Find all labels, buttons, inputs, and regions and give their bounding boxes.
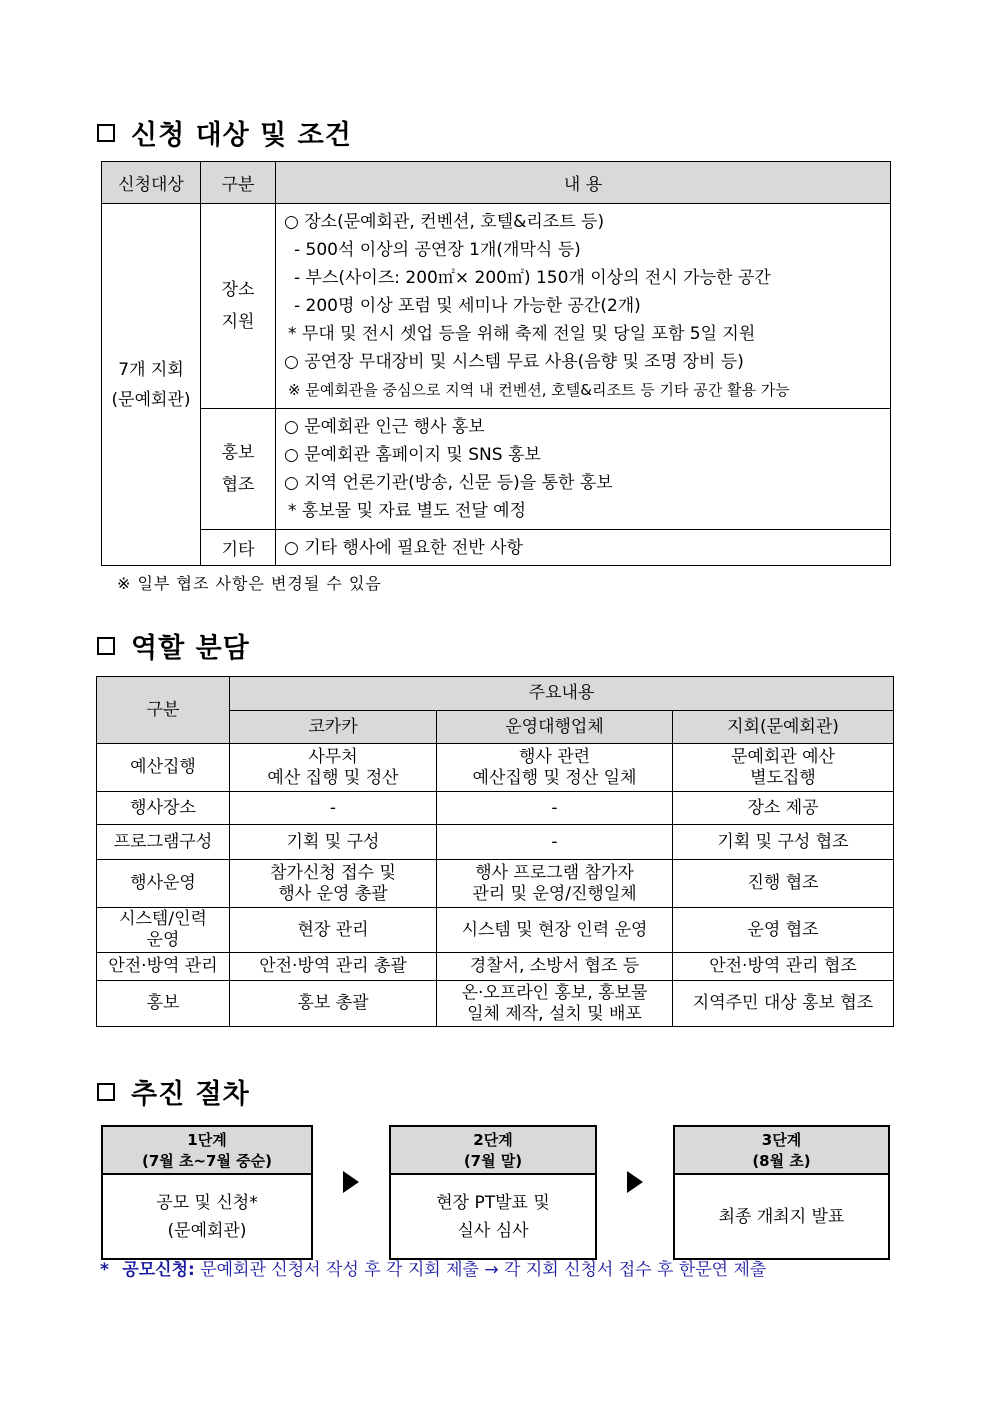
section-heading-roles: [97, 626, 250, 665]
section-title: 역할 분담: [131, 633, 250, 664]
table-row: [97, 744, 894, 792]
table-cell: 안전·방역 관리 총괄: [230, 953, 437, 981]
header-group: 구분: [97, 677, 230, 744]
table-cell: [230, 744, 437, 792]
row-label: 프로그램구성: [97, 825, 230, 860]
section-heading-procedure: [97, 1072, 250, 1111]
table-row: [97, 792, 894, 825]
step-header: [675, 1127, 888, 1175]
table-row: [97, 981, 894, 1027]
checkbox-square-icon: [97, 637, 115, 655]
table-cell: [437, 981, 673, 1027]
note-mark: *: [100, 1260, 109, 1280]
header-main: 주요내용: [230, 677, 894, 711]
step-body-line: 현장 PT발표 및: [436, 1192, 550, 1213]
target-line: 7개 지회: [118, 359, 184, 380]
header-target: 신청대상: [102, 162, 201, 204]
table-cell: [437, 860, 673, 908]
table-cell: -: [230, 792, 437, 825]
cell-line: 예산집행 및 정산 일체: [472, 767, 637, 788]
label-line: 운영: [146, 930, 180, 950]
cell-line: 예산 집행 및 정산: [267, 767, 399, 788]
cell-line: 참가신청 접수 및: [270, 862, 396, 883]
cell-line: 사무처: [308, 746, 358, 767]
category-line: 지원: [221, 312, 255, 332]
table-cell: 진행 협조: [673, 860, 894, 908]
step-period: (8월 초): [752, 1152, 811, 1170]
content-line: - 500석 이상의 공연장 1개(개막식 등): [294, 240, 581, 260]
arrow-right-icon: [343, 1171, 359, 1193]
step-box-2: [389, 1125, 597, 1260]
content-line: * 무대 및 전시 셋업 등을 위해 축제 전일 및 당일 포함 5일 지원: [288, 324, 756, 344]
content-line: ※ 문예회관을 중심으로 지역 내 컨벤션, 호텔&리조트 등 기타 공간 활용 가능: [288, 381, 790, 399]
table-cell: 안전·방역 관리 협조: [673, 953, 894, 981]
row-label: 홍보: [97, 981, 230, 1027]
content-line: ○ 문예회관 홈페이지 및 SNS 홍보: [284, 445, 541, 465]
cell-line: 관리 및 운영/진행일체: [472, 883, 637, 904]
section-title: 신청 대상 및 조건: [131, 120, 352, 151]
row-label: 안전·방역 관리: [97, 953, 230, 981]
step-stage: 2단계: [473, 1131, 513, 1149]
table-cell: [230, 860, 437, 908]
content-line: - 부스(사이즈: 200㎡× 200㎡) 150개 이상의 전시 가능한 공간: [294, 268, 771, 288]
table-cell: 경찰서, 소방서 협조 등: [437, 953, 673, 981]
content-line: * 홍보물 및 자료 별도 전달 예정: [288, 501, 526, 521]
checkbox-square-icon: [97, 124, 115, 142]
cell-line: 문예회관 예산: [731, 746, 835, 767]
table-cell: 시스템 및 현장 인력 운영: [437, 908, 673, 953]
category-line: 협조: [221, 475, 255, 495]
step-body: [103, 1175, 311, 1258]
cell-line: 행사 프로그램 참가자: [475, 862, 634, 883]
table-cell: 장소 제공: [673, 792, 894, 825]
table-cell: -: [437, 825, 673, 860]
category-cell: [201, 204, 276, 409]
cell-line: 행사 관련: [518, 746, 591, 767]
application-note: [100, 1255, 766, 1280]
content-line: - 200명 이상 포럼 및 세미나 가능한 공간(2개): [294, 296, 641, 316]
change-notice: ※ 일부 협조 사항은 변경될 수 있음: [117, 574, 382, 593]
content-cell: [276, 530, 891, 566]
step-period: (7월 말): [463, 1152, 523, 1170]
table-row: [97, 953, 894, 981]
table-cell: [673, 744, 894, 792]
content-cell: [276, 204, 891, 409]
target-line: (문예회관): [111, 389, 191, 410]
arrow-right-icon: [627, 1171, 643, 1193]
row-label: 행사장소: [97, 792, 230, 825]
note-label: 공모신청:: [122, 1260, 195, 1280]
table-cell: 기획 및 구성 협조: [673, 825, 894, 860]
table-cell: 지역주민 대상 홍보 협조: [673, 981, 894, 1027]
section-heading-application: [97, 113, 352, 152]
cell-line: 행사 운영 총괄: [278, 883, 388, 904]
content-line: ○ 기타 행사에 필요한 전반 사항: [284, 537, 523, 558]
table-cell: 기획 및 구성: [230, 825, 437, 860]
content-cell: [276, 409, 891, 530]
column-header: 코카카: [230, 711, 437, 744]
cell-line: 일체 제작, 설치 및 배포: [467, 1003, 642, 1024]
target-cell: [102, 204, 201, 566]
category-cell: [201, 409, 276, 530]
step-body-line: 공모 및 신청*: [156, 1192, 258, 1213]
content-line: ○ 장소(문예회관, 컨벤션, 호텔&리조트 등): [284, 212, 605, 232]
category-line: 홍보: [221, 443, 255, 463]
category-line: 장소: [221, 280, 255, 300]
step-body-line: 최종 개최지 발표: [718, 1206, 845, 1227]
header-category: 구분: [201, 162, 276, 204]
step-body-line: 실사 심사: [457, 1220, 529, 1241]
checkbox-square-icon: [97, 1083, 115, 1101]
label-line: 시스템/인력: [119, 909, 207, 929]
step-body: [675, 1175, 888, 1258]
table-cell: -: [437, 792, 673, 825]
column-header: 운영대행업체: [437, 711, 673, 744]
content-line: ○ 지역 언론기관(방송, 신문 등)을 통한 홍보: [284, 473, 613, 493]
step-stage: 3단계: [761, 1131, 802, 1149]
row-label: [97, 908, 230, 953]
content-line: ○ 공연장 무대장비 및 시스템 무료 사용(음향 및 조명 장비 등): [284, 352, 744, 372]
role-division-table: [96, 676, 894, 1027]
cell-line: 별도집행: [750, 767, 816, 788]
note-text: 문예회관 신청서 작성 후 각 지회 제출 → 각 지회 신청서 접수 후 한문연 제출: [200, 1260, 767, 1280]
row-label: 행사운영: [97, 860, 230, 908]
table-cell: 현장 관리: [230, 908, 437, 953]
row-label: 예산집행: [97, 744, 230, 792]
section-title: 추진 절차: [131, 1079, 250, 1110]
step-box-3: [673, 1125, 890, 1260]
table-row: [97, 860, 894, 908]
step-header: [103, 1127, 311, 1175]
table-row: [97, 825, 894, 860]
cell-line: 온·오프라인 홍보, 홍보물: [461, 982, 648, 1003]
table-cell: 홍보 총괄: [230, 981, 437, 1027]
table-row: [97, 908, 894, 953]
table-cell: [437, 744, 673, 792]
step-header: [391, 1127, 595, 1175]
header-content: 내 용: [276, 162, 891, 204]
content-line: ○ 문예회관 인근 행사 홍보: [284, 417, 485, 437]
step-period: (7월 초~7월 중순): [141, 1152, 273, 1170]
column-header: 지회(문예회관): [673, 711, 894, 744]
category-cell: 기타: [201, 530, 276, 566]
step-box-1: [101, 1125, 313, 1260]
step-stage: 1단계: [187, 1131, 227, 1149]
table-cell: 운영 협조: [673, 908, 894, 953]
step-body: [391, 1175, 595, 1258]
application-conditions-table: [101, 161, 891, 566]
step-body-line: (문예회관): [167, 1220, 247, 1241]
